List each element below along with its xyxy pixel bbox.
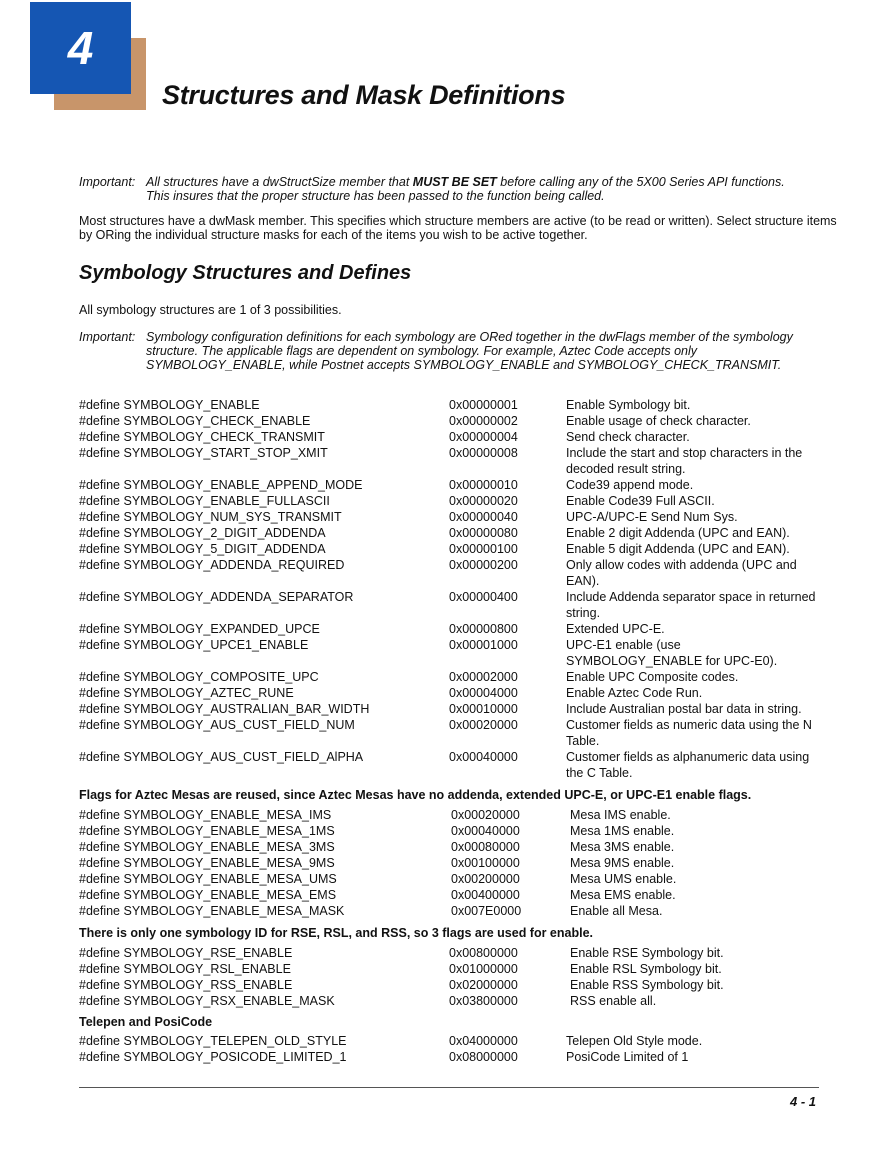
define-name: #define SYMBOLOGY_ENABLE_MESA_9MS <box>79 856 335 870</box>
define-value: 0x00400000 <box>451 888 520 902</box>
define-desc: Enable usage of check character. <box>566 414 751 428</box>
note-text-1b: before calling any of the 5X00 Series API functions. <box>496 175 785 189</box>
define-value: 0x00000002 <box>449 414 518 428</box>
note-text-1a: All structures have a dwStructSize member that <box>146 175 413 189</box>
define-value: 0x00000400 <box>449 590 518 604</box>
define-value: 0x00000008 <box>449 446 518 460</box>
define-name: #define SYMBOLOGY_ENABLE_MESA_1MS <box>79 824 335 838</box>
define-name: #define SYMBOLOGY_ENABLE_MESA_UMS <box>79 872 337 886</box>
define-name: #define SYMBOLOGY_ENABLE <box>79 398 260 412</box>
define-desc: UPC-A/UPC-E Send Num Sys. <box>566 510 738 524</box>
define-name: #define SYMBOLOGY_AUSTRALIAN_BAR_WIDTH <box>79 702 370 716</box>
define-name: #define SYMBOLOGY_RSX_ENABLE_MASK <box>79 994 335 1008</box>
define-desc: Enable Code39 Full ASCII. <box>566 494 715 508</box>
telepen-heading: Telepen and PosiCode <box>79 1015 213 1029</box>
section-intro: All symbology structures are 1 of 3 possibilities. <box>79 303 342 317</box>
define-desc: Enable 2 digit Addenda (UPC and EAN). <box>566 526 790 540</box>
define-name: #define SYMBOLOGY_START_STOP_XMIT <box>79 446 328 460</box>
define-desc: Include Australian postal bar data in string. <box>566 702 802 716</box>
define-desc: UPC-E1 enable (use SYMBOLOGY_ENABLE for UPC-E0). <box>566 638 778 668</box>
define-name: #define SYMBOLOGY_AZTEC_RUNE <box>79 686 294 700</box>
page-title: Structures and Mask Definitions <box>162 80 566 110</box>
define-name: #define SYMBOLOGY_ENABLE_APPEND_MODE <box>79 478 363 492</box>
define-value: 0x00040000 <box>451 824 520 838</box>
define-name: #define SYMBOLOGY_ENABLE_MESA_3MS <box>79 840 335 854</box>
note-line-1: Symbology configuration definitions for each symbology are ORed together in the dwFlags member of the symbology <box>146 330 793 344</box>
define-value: 0x00800000 <box>449 946 518 960</box>
define-desc: Send check character. <box>566 430 690 444</box>
define-name: #define SYMBOLOGY_AUS_CUST_FIELD_NUM <box>79 718 355 732</box>
define-desc: Enable RSS Symbology bit. <box>570 978 724 992</box>
define-name: #define SYMBOLOGY_UPCE1_ENABLE <box>79 638 309 652</box>
define-value: 0x00000100 <box>449 542 518 556</box>
define-value: 0x00000020 <box>449 494 518 508</box>
define-value: 0x00020000 <box>449 718 518 732</box>
define-name: #define SYMBOLOGY_RSE_ENABLE <box>79 946 293 960</box>
define-name: #define SYMBOLOGY_ENABLE_MESA_IMS <box>79 808 332 822</box>
note-line-2: structure. The applicable flags are dependent on symbology. For example, Aztec Code accepts only <box>146 344 697 358</box>
define-desc: Enable all Mesa. <box>570 904 663 918</box>
note-label: Important: <box>79 175 136 189</box>
define-value: 0x00004000 <box>449 686 518 700</box>
page-number: 4 - 1 <box>789 1094 816 1109</box>
define-desc: Telepen Old Style mode. <box>566 1034 703 1048</box>
define-value: 0x00040000 <box>449 750 518 764</box>
define-value: 0x00000800 <box>449 622 518 636</box>
define-name: #define SYMBOLOGY_COMPOSITE_UPC <box>79 670 319 684</box>
define-desc: Mesa 3MS enable. <box>570 840 675 854</box>
define-desc: Enable RSL Symbology bit. <box>570 962 722 976</box>
chapter-number: 4 <box>67 22 94 74</box>
mesa-heading: Flags for Aztec Mesas are reused, since Aztec Mesas have no addenda, extended UPC-E, or UPC-E1 enable flags. <box>79 788 752 802</box>
chapter-tab <box>30 2 131 94</box>
define-name: #define SYMBOLOGY_CHECK_ENABLE <box>79 414 311 428</box>
important-note-symbology <box>79 330 839 372</box>
define-desc: Enable UPC Composite codes. <box>566 670 739 684</box>
define-value: 0x00080000 <box>451 840 520 854</box>
define-value: 0x04000000 <box>449 1034 518 1048</box>
define-desc: PosiCode Limited of 1 <box>566 1050 689 1064</box>
define-value: 0x02000000 <box>449 978 518 992</box>
define-desc: Enable 5 digit Addenda (UPC and EAN). <box>566 542 790 556</box>
define-value: 0x00200000 <box>451 872 520 886</box>
note-line-3: SYMBOLOGY_ENABLE, while Postnet accepts SYMBOLOGY_ENABLE and SYMBOLOGY_CHECK_TRANSMIT. <box>146 358 782 372</box>
define-name: #define SYMBOLOGY_AUS_CUST_FIELD_AlPHA <box>79 750 364 764</box>
define-desc: Mesa 1MS enable. <box>570 824 675 838</box>
define-name: #define SYMBOLOGY_TELEPEN_OLD_STYLE <box>79 1034 347 1048</box>
define-value: 0x00010000 <box>449 702 518 716</box>
define-value: 0x00000200 <box>449 558 518 572</box>
define-name: #define SYMBOLOGY_ENABLE_MESA_EMS <box>79 888 337 902</box>
define-value: 0x00000010 <box>449 478 518 492</box>
footer-divider <box>79 1087 819 1088</box>
note-label: Important: <box>79 330 136 344</box>
define-name: #define SYMBOLOGY_2_DIGIT_ADDENDA <box>79 526 326 540</box>
define-value: 0x00002000 <box>449 670 518 684</box>
define-desc: Mesa UMS enable. <box>570 872 677 886</box>
define-value: 0x00001000 <box>449 638 518 652</box>
define-name: #define SYMBOLOGY_ADDENDA_SEPARATOR <box>79 590 354 604</box>
define-name: #define SYMBOLOGY_ENABLE_FULLASCII <box>79 494 330 508</box>
define-value: 0x00000080 <box>449 526 518 540</box>
define-desc: Include Addenda separator space in returned string. <box>566 590 816 620</box>
define-value: 0x03800000 <box>449 994 518 1008</box>
define-desc: Mesa EMS enable. <box>570 888 676 902</box>
define-desc: Enable RSE Symbology bit. <box>570 946 724 960</box>
define-value: 0x00000004 <box>449 430 518 444</box>
define-value: 0x00000040 <box>449 510 518 524</box>
define-value: 0x08000000 <box>449 1050 518 1064</box>
define-desc: Extended UPC-E. <box>566 622 665 636</box>
rss-heading: There is only one symbology ID for RSE, RSL, and RSS, so 3 flags are used for enable. <box>79 926 594 940</box>
define-name: #define SYMBOLOGY_RSS_ENABLE <box>79 978 293 992</box>
define-value: 0x01000000 <box>449 962 518 976</box>
define-desc: Code39 append mode. <box>566 478 694 492</box>
note-text-2: This insures that the proper structure has been passed to the function being called. <box>146 189 605 203</box>
define-desc: Customer fields as alphanumeric data using the C Table. <box>566 750 810 780</box>
define-name: #define SYMBOLOGY_EXPANDED_UPCE <box>79 622 320 636</box>
define-desc: Customer fields as numeric data using the N Table. <box>566 718 812 748</box>
define-value: 0x007E0000 <box>451 904 522 918</box>
define-name: #define SYMBOLOGY_CHECK_TRANSMIT <box>79 430 325 444</box>
define-name: #define SYMBOLOGY_NUM_SYS_TRANSMIT <box>79 510 342 524</box>
define-name: #define SYMBOLOGY_ENABLE_MESA_MASK <box>79 904 345 918</box>
define-desc: Include the start and stop characters in the decoded result string. <box>566 446 803 476</box>
define-desc: RSS enable all. <box>570 994 657 1008</box>
define-desc: Enable Symbology bit. <box>566 398 691 412</box>
define-value: 0x00000001 <box>449 398 518 412</box>
define-value: 0x00100000 <box>451 856 520 870</box>
define-name: #define SYMBOLOGY_POSICODE_LIMITED_1 <box>79 1050 347 1064</box>
define-name: #define SYMBOLOGY_5_DIGIT_ADDENDA <box>79 542 326 556</box>
define-desc: Enable Aztec Code Run. <box>566 686 703 700</box>
define-name: #define SYMBOLOGY_RSL_ENABLE <box>79 962 291 976</box>
define-desc: Only allow codes with addenda (UPC and EAN). <box>566 558 797 588</box>
intro-paragraph: Most structures have a dwMask member. This specifies which structure members are active (to be read or written). Select structure items by ORing the individual structure masks for each of the items you wish to be active together. <box>79 214 837 242</box>
define-desc: Mesa 9MS enable. <box>570 856 675 870</box>
section-heading: Symbology Structures and Defines <box>79 262 412 284</box>
define-name: #define SYMBOLOGY_ADDENDA_REQUIRED <box>79 558 345 572</box>
note-text-emphasis: MUST BE SET <box>412 175 497 189</box>
define-desc: Mesa IMS enable. <box>570 808 671 822</box>
important-note-structsize <box>79 175 839 203</box>
define-value: 0x00020000 <box>451 808 520 822</box>
